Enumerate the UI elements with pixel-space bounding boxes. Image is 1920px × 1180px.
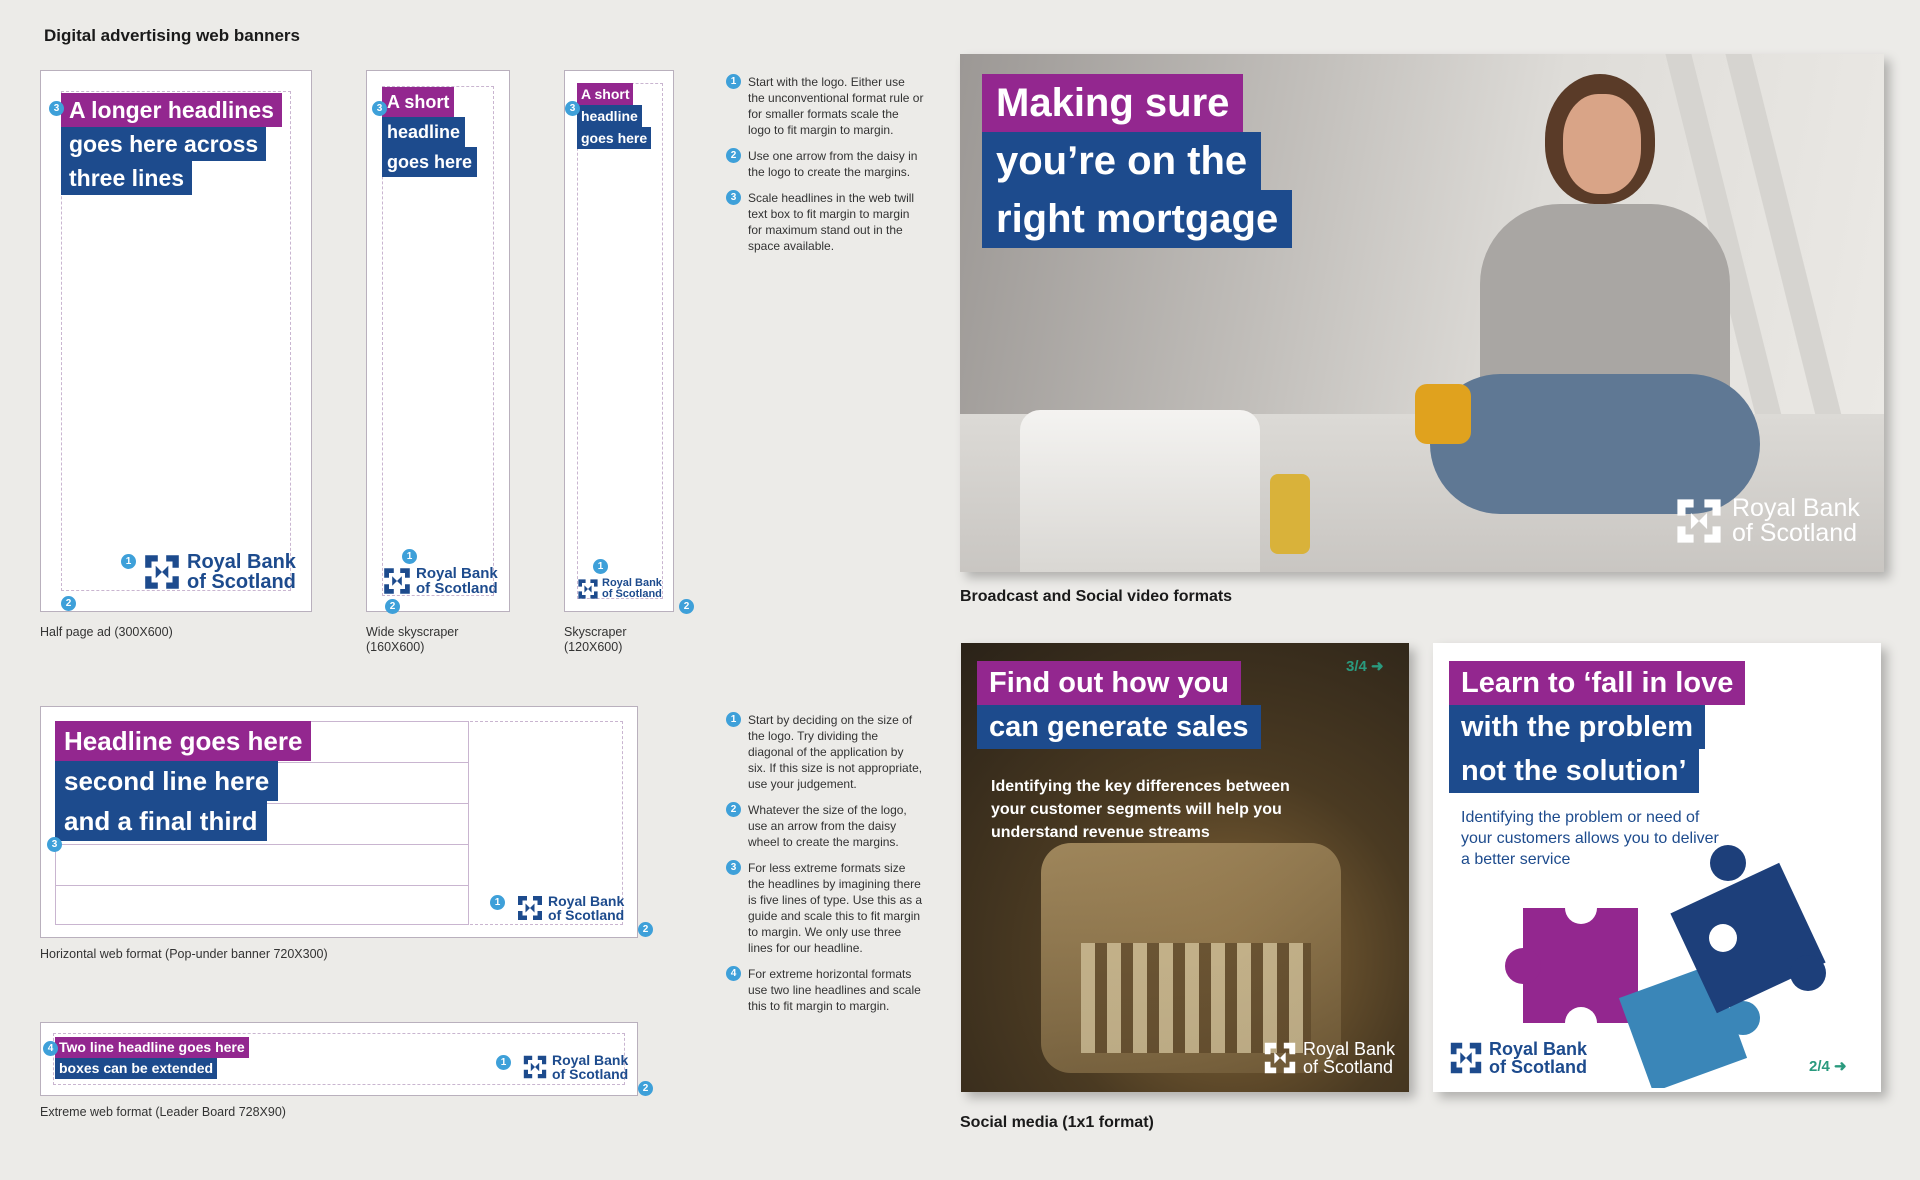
note-number: 1 <box>726 712 741 727</box>
rbs-logo <box>1261 1039 1395 1077</box>
leaderboard-ad <box>40 1022 638 1096</box>
headline-line-3: goes here <box>577 127 651 149</box>
note-number: 3 <box>726 190 741 205</box>
note-item <box>726 148 924 180</box>
step-badge-1: 1 <box>121 554 136 569</box>
brand-line-2: of Scotland <box>548 907 625 923</box>
step-badge-2: 2 <box>385 599 400 614</box>
caption-line-1: Wide skyscraper <box>366 625 459 639</box>
body-line-3: a better service <box>1461 851 1571 868</box>
wide-skyscraper-ad <box>366 70 510 612</box>
note-item <box>726 712 924 792</box>
note-text: Scale headlines in the web twill text box to fit margin to margin for maximum stand out in the space available. <box>748 191 915 253</box>
body-line-3: understand revenue streams <box>991 824 1210 841</box>
daisy-logo-icon <box>515 893 545 923</box>
headline-line-2: headline <box>382 117 465 147</box>
brand-line-1: Royal Bank <box>416 564 498 582</box>
headline-line-1: Find out how you <box>977 661 1241 705</box>
headline-line-1: Headline goes here <box>55 721 311 761</box>
daisy-logo-icon <box>576 577 600 601</box>
rbs-logo <box>576 577 662 601</box>
step-badge-3: 3 <box>49 101 64 116</box>
page-count: 3/4 <box>1346 658 1367 675</box>
daisy-logo-icon <box>141 551 183 593</box>
step-badge-2: 2 <box>638 1081 653 1096</box>
skyscraper-caption <box>564 625 627 655</box>
wide-skyscraper-caption <box>366 625 458 655</box>
rbs-logo <box>1447 1039 1587 1077</box>
note-item <box>726 190 924 254</box>
headline-line-2: with the problem <box>1449 705 1705 749</box>
daisy-logo-icon <box>1672 494 1726 548</box>
headline-line-1: A longer headlines <box>61 93 282 127</box>
yellow-mug <box>1415 384 1471 444</box>
half-page-caption: Half page ad (300X600) <box>40 625 173 639</box>
register-keys <box>1081 943 1311 1053</box>
brand-line-1: Royal Bank <box>552 1052 629 1068</box>
daisy-logo-icon <box>521 1053 549 1081</box>
brand-line-1: Royal Bank <box>1732 493 1860 522</box>
skyscraper-ad <box>564 70 674 612</box>
rbs-logo <box>141 551 296 593</box>
brand-line-1: Royal Bank <box>602 576 662 589</box>
broadcast-video-frame <box>960 54 1884 572</box>
notes-top <box>726 74 924 264</box>
caption-line-1: Skyscraper <box>564 625 627 639</box>
note-text: For less extreme formats size the headlines by imagining there is five lines of type. Use this as a guide and scale this to fit margin to margin. We only use three lines for our headline. <box>748 861 923 955</box>
headline-line-2: second line here <box>55 761 278 801</box>
caption-line-2: (120X600) <box>564 640 623 654</box>
headline-line-2: boxes can be extended <box>55 1058 217 1079</box>
headline-line-1: Two line headline goes here <box>55 1037 249 1058</box>
note-text: Start with the logo. Either use the unconventional format rule or for smaller formats scale the logo to fit margin to margin. <box>748 75 924 137</box>
paint-bucket <box>1020 410 1260 572</box>
step-badge-4: 4 <box>43 1041 58 1056</box>
broadcast-caption: Broadcast and Social video formats <box>960 588 1233 605</box>
step-badge-1: 1 <box>402 549 417 564</box>
body-line-1: Identifying the problem or need of <box>1461 809 1700 826</box>
page-title: Digital advertising web banners <box>44 26 301 45</box>
brand-line-2: of Scotland <box>187 571 296 593</box>
daisy-logo-icon <box>1447 1039 1485 1077</box>
page-indicator <box>1809 1057 1847 1075</box>
notes-bottom <box>726 712 924 1024</box>
rbs-logo <box>1672 494 1860 548</box>
note-number: 3 <box>726 860 741 875</box>
brand-line-2: of Scotland <box>602 588 662 600</box>
headline-line-2: headline <box>577 105 642 127</box>
note-number: 1 <box>726 74 741 89</box>
step-badge-1: 1 <box>496 1055 511 1070</box>
headline-line-2: can generate sales <box>977 705 1261 749</box>
headline-line-1: Learn to ‘fall in love <box>1449 661 1745 705</box>
puzzle-piece-magenta-icon <box>1505 892 1638 1039</box>
horizontal-caption: Horizontal web format (Pop-under banner 720X300) <box>40 947 328 961</box>
step-badge-1: 1 <box>490 895 505 910</box>
brand-line-1: Royal Bank <box>1489 1038 1588 1059</box>
note-text: Use one arrow from the daisy in the logo to create the margins. <box>748 149 918 179</box>
broadcast-headline <box>982 74 1292 248</box>
caption-line-2: (160X600) <box>366 640 425 654</box>
rbs-logo <box>521 1053 628 1082</box>
step-badge-2: 2 <box>638 922 653 937</box>
headline-line-2: you’re on the <box>982 132 1261 190</box>
body-line-2: your customers allows you to deliver <box>1461 830 1719 847</box>
daisy-logo-icon <box>1261 1039 1299 1077</box>
person-jeans <box>1430 374 1760 514</box>
headline-line-3: not the solution’ <box>1449 749 1699 793</box>
brand-line-2: of Scotland <box>416 580 498 597</box>
step-badge-3: 3 <box>47 837 62 852</box>
step-badge-2: 2 <box>61 596 76 611</box>
half-page-ad <box>40 70 312 612</box>
note-number: 2 <box>726 802 741 817</box>
brand-line-2: of Scotland <box>1489 1057 1587 1077</box>
card-headline <box>977 661 1261 749</box>
horizontal-web-ad <box>40 706 638 938</box>
daisy-logo-icon <box>381 565 413 597</box>
note-number: 2 <box>726 148 741 163</box>
step-badge-1: 1 <box>593 559 608 574</box>
page-count: 2/4 <box>1809 1058 1830 1075</box>
note-item <box>726 74 924 138</box>
body-line-2: your customer segments will help you <box>991 801 1282 818</box>
card-headline <box>1449 661 1745 793</box>
body-line-1: Identifying the key differences between <box>991 778 1290 795</box>
rbs-logo <box>381 565 498 597</box>
social-card-sales <box>961 643 1409 1092</box>
note-text: For extreme horizontal formats use two line headlines and scale this to fit margin to margin. <box>748 967 921 1013</box>
brand-line-2: of Scotland <box>1732 519 1858 547</box>
note-text: Whatever the size of the logo, use an arrow from the daisy wheel to create the margins. <box>748 803 907 849</box>
person-face <box>1563 94 1641 194</box>
card-body <box>991 775 1290 844</box>
rbs-logo <box>515 893 624 923</box>
step-badge-3: 3 <box>565 101 580 116</box>
social-caption: Social media (1x1 format) <box>960 1114 1154 1131</box>
headline-line-2: goes here across <box>61 127 266 161</box>
headline-line-1: Making sure <box>982 74 1243 132</box>
brand-line-2: of Scotland <box>1303 1057 1394 1077</box>
brand-line-1: Royal Bank <box>548 892 625 909</box>
step-badge-3: 3 <box>372 101 387 116</box>
brand-line-2: of Scotland <box>552 1066 629 1083</box>
brand-line-1: Royal Bank <box>187 550 296 573</box>
note-text: Start by deciding on the size of the logo. Try dividing the diagonal of the application by six. If this size is not appropriate, use your judgement. <box>748 713 923 791</box>
brand-line-1: Royal Bank <box>1303 1038 1396 1059</box>
headline-line-3: three lines <box>61 161 192 195</box>
paint-can <box>1270 474 1310 554</box>
leaderboard-caption: Extreme web format (Leader Board 728X90) <box>40 1105 286 1119</box>
note-number: 4 <box>726 966 741 981</box>
page-indicator <box>1346 657 1384 675</box>
note-item <box>726 860 924 956</box>
social-card-problem <box>1433 643 1881 1092</box>
note-item <box>726 966 924 1014</box>
headline-line-3: right mortgage <box>982 190 1292 248</box>
headline-line-1: A short <box>577 83 633 105</box>
step-badge-2: 2 <box>679 599 694 614</box>
arrow-right-icon: ➜ <box>1371 658 1384 675</box>
margin-guide <box>577 83 663 599</box>
headline-line-3: goes here <box>382 147 477 177</box>
headline-line-3: and a final third <box>55 801 267 841</box>
arrow-right-icon: ➜ <box>1834 1058 1847 1075</box>
headline-line-1: A short <box>382 87 454 117</box>
note-item <box>726 802 924 850</box>
